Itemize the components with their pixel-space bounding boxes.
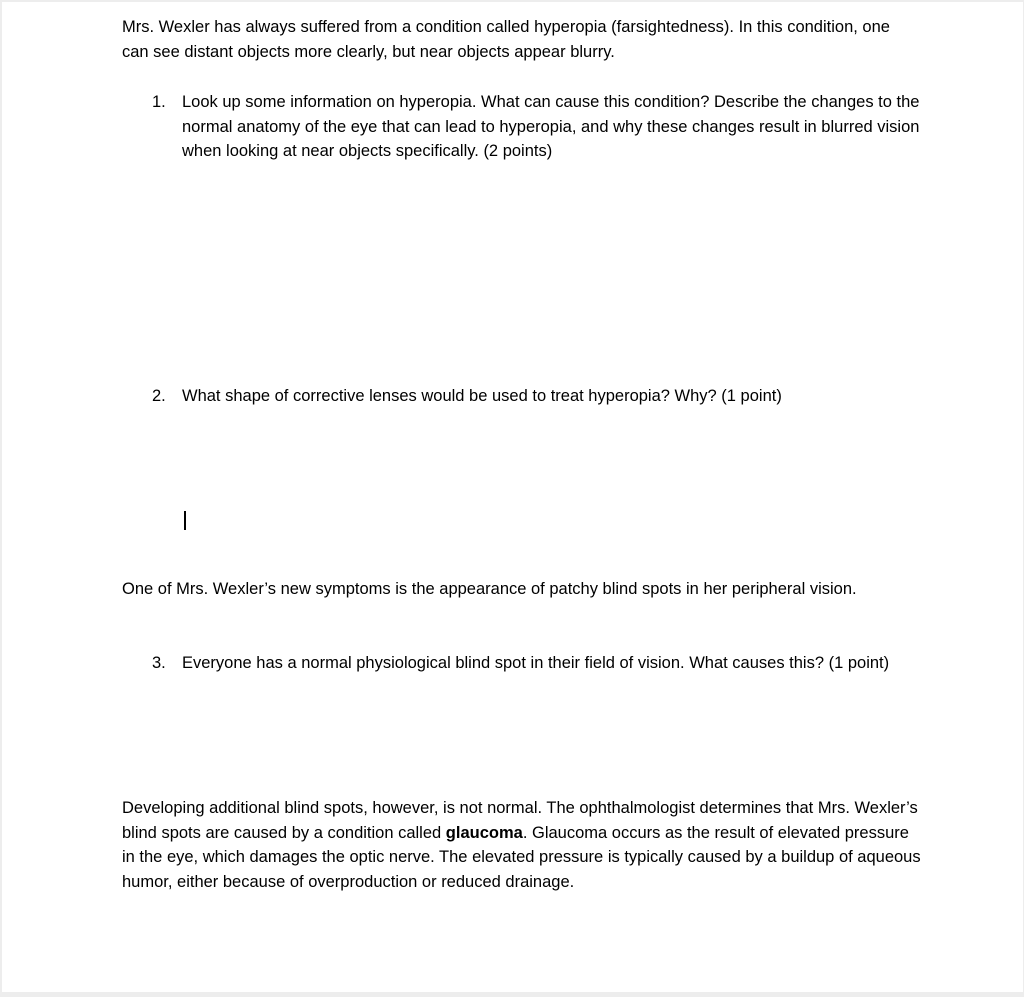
intro-paragraph: Mrs. Wexler has always suffered from a condition called hyperopia (farsightedness). In this condition, one can see distant objects more clearly, but near objects appear blurry.: [122, 18, 890, 61]
glaucoma-text-part1: Developing additional blind spots, however, is not normal. The ophthalmologist determines that Mrs. Wexler’s blind spots are caused by a condition called: [122, 799, 918, 842]
question-2: [152, 384, 922, 409]
question-2-text: What shape of corrective lenses would be used to treat hyperopia? Why? (1 point): [182, 387, 782, 405]
glaucoma-text-part2: . Glaucoma occurs as the result of elevated pressure in the eye, which damages the optic nerve. The elevated pressure is typically caused by a buildup of aqueous humor, either because of overproduction or reduced drainage.: [122, 823, 921, 891]
question-1-number: 1.: [152, 93, 166, 111]
question-1: [152, 90, 922, 164]
document-page[interactable]: [2, 2, 1023, 992]
glaucoma-term: glaucoma: [445, 823, 523, 842]
question-3: [152, 651, 922, 676]
text-cursor: [184, 511, 186, 530]
question-1-text: Look up some information on hyperopia. What can cause this condition? Describe the changes to the normal anatomy of the eye that can lead to hyperopia, and why these changes result in blurred vision when looking at near objects specifically. (2 points): [182, 93, 920, 160]
question-3-number: 3.: [152, 654, 166, 672]
glaucoma-paragraph: [122, 796, 922, 894]
symptom-paragraph: One of Mrs. Wexler’s new symptoms is the appearance of patchy blind spots in her peripheral vision.: [122, 580, 857, 598]
question-3-text: Everyone has a normal physiological blind spot in their field of vision. What causes this? (1 point): [182, 654, 890, 672]
question-2-number: 2.: [152, 387, 166, 405]
